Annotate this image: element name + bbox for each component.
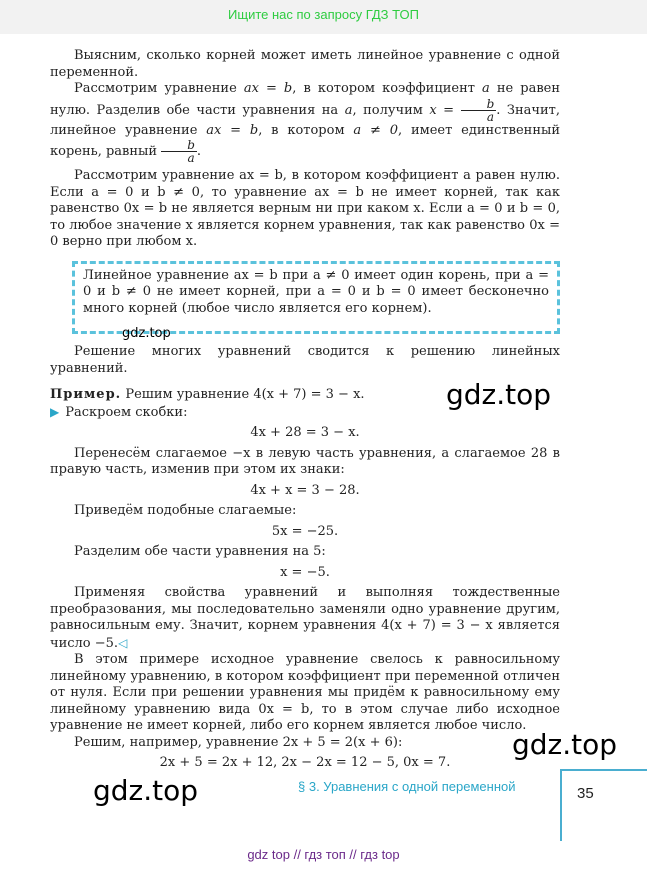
- example-step-4: Разделим обе части уравнения на 5:: [74, 544, 326, 559]
- watermark-small: gdz.top: [122, 326, 171, 341]
- paragraph-nonzero-a: Рассмотрим уравнение ax = b, в котором коэффициент a не равен нулю. Разделив обе части уравнения на a, получим x = $\frac{b}{a}$ . Значит, линейное уравнение ax = b, в котором a ≠ 0, имеет единственный корень, равный $\frac{b}{a}$ .: [50, 81, 561, 165]
- example-step-1: ▶ Раскроем скобки:: [50, 404, 188, 420]
- equation-1: 4x + 28 = 3 − x.: [250, 425, 360, 440]
- paragraph-conclusion: Применяя свойства уравнений и выполняя тождественные преобразования, мы последовательно заменяли одно уравнение другим, равносильным ему. Значит, корнем уравнения 4(x + 7) = 3 − x является число −5.◁: [50, 585, 560, 651]
- fraction-b-over-a-2: $\frac{b}{a}$: [161, 139, 197, 164]
- top-banner: Ищите нас по запросу ГДЗ ТОП: [0, 0, 647, 34]
- footer-section-title: § 3. Уравнения с одной переменной: [298, 779, 516, 794]
- paragraph-second-example: Решим, например, уравнение 2x + 5 = 2(x + 6):: [74, 734, 403, 750]
- fraction-b-over-a: $\frac{b}{a}$: [461, 98, 497, 123]
- rule-box: [72, 261, 560, 335]
- triangle-marker-icon: ▶: [50, 404, 60, 419]
- example-step-2: Перенесём слагаемое −x в левую часть уравнения, а слагаемое 28 в правую часть, изменив при этом их знаки:: [50, 445, 560, 477]
- page-content: [50, 48, 560, 776]
- paragraph-zero-a: Рассмотрим уравнение ax = b, в котором коэффициент a равен нулю. Если a = 0 и b ≠ 0, то уравнение ax = b не имеет корней, так как равенство 0x = b не является верным ни при каком x. Если a = 0 и b = 0, то любое значение x является корнем уравнения, так как равенство 0x = 0 верно при любом x.: [50, 168, 560, 249]
- page-number: 35: [577, 785, 594, 802]
- paragraph-reduce: Решение многих уравнений сводится к решению линейных уравнений.: [50, 344, 560, 376]
- rule-text: Линейное уравнение ax = b при a ≠ 0 имеет один корень, при a = 0 и b ≠ 0 не имеет корней, при a = 0 и b = 0 имеет бесконечно много корней (любое число является его корнем).: [83, 267, 549, 316]
- watermark-3: gdz.top: [93, 774, 199, 807]
- equation-5: 2x + 5 = 2x + 12, 2x − 2x = 12 − 5, 0x = 7.: [159, 755, 451, 770]
- equation-3: 5x = −25.: [271, 523, 339, 539]
- example-heading: Пример. Решим уравнение 4(x + 7) = 3 − x.: [50, 387, 365, 402]
- bottom-links[interactable]: gdz top // гдз топ // гдз top: [247, 847, 400, 862]
- equation-4: x = −5.: [280, 564, 330, 580]
- paragraph-intro: Выясним, сколько корней может иметь линейное уравнение с одной переменной.: [50, 48, 560, 80]
- page-number-frame: [560, 769, 647, 841]
- end-marker-icon: ◁: [118, 635, 128, 650]
- paragraph-reduction-note: В этом примере исходное уравнение свелось к равносильному линейному уравнению, в котором коэффициент при переменной отличен от нуля. Если при решении уравнения мы придём к равносильному ему линейному уравнению вида 0x = b, то в этом случае либо исходное уравнение не имеет корней, либо его корнем является любое число.: [50, 652, 560, 733]
- watermark-1: gdz.top: [446, 378, 552, 411]
- watermark-2: gdz.top: [512, 728, 618, 761]
- equation-2: 4x + x = 3 − 28.: [250, 482, 360, 498]
- example-step-3: Приведём подобные слагаемые:: [74, 503, 297, 518]
